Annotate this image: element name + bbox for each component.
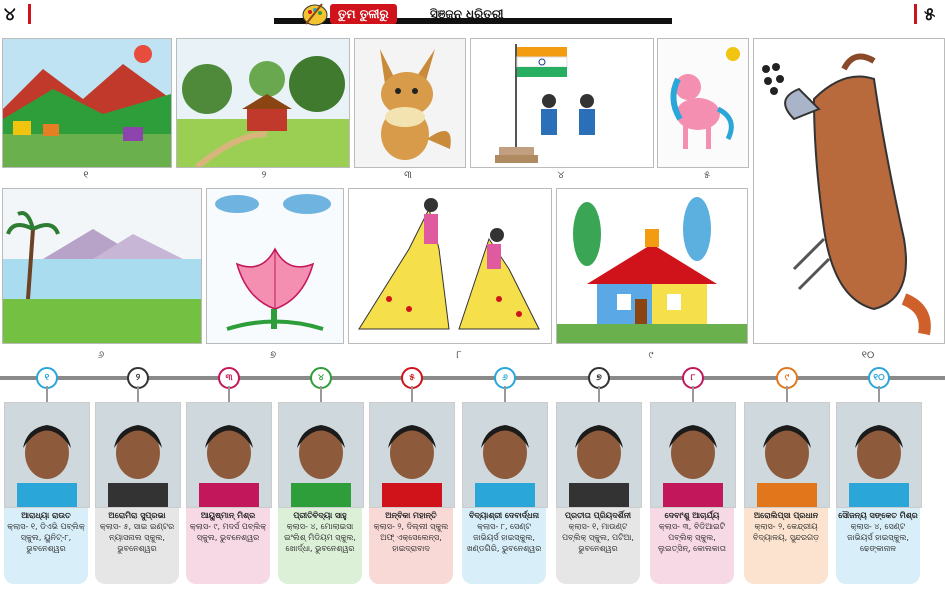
timeline-stem	[598, 386, 600, 402]
timeline-stem	[411, 386, 413, 402]
artwork-number: ୧	[83, 170, 89, 181]
page-number-right: ୫	[924, 4, 936, 25]
header-red-tick-left	[28, 4, 31, 24]
timeline-stem	[228, 386, 230, 402]
artwork-number: ୮	[456, 350, 462, 361]
artist-info	[556, 508, 640, 584]
artwork-2	[176, 38, 350, 168]
artist-name: ଆରାଧ୍ୟା ରାଉତ	[21, 511, 71, 520]
artist-card	[278, 402, 362, 582]
timeline-number-badge: ୬	[494, 367, 516, 389]
artwork-4	[470, 38, 654, 168]
artwork-10	[753, 38, 945, 344]
artist-name: ଅରୋମିରା ସୁପ୍ରଭା	[108, 511, 166, 520]
artist-details: କ୍ଲାସ- ୯, ମଦର୍ସ ପବ୍ଲିକ୍ ସ୍କୁଲ, ଭୁବନେଶ୍ୱର	[189, 522, 267, 542]
timeline-stem	[137, 386, 139, 402]
artwork-1	[2, 38, 172, 168]
artwork-number: ୫	[703, 170, 711, 181]
artist-card	[369, 402, 453, 582]
artist-card	[186, 402, 270, 582]
artist-info	[836, 508, 920, 584]
artist-info	[186, 508, 270, 584]
artwork-7	[206, 188, 344, 344]
artist-name: ଦେବାଂଶୁ ଆଚାର୍ଯ୍ୟ	[664, 511, 720, 520]
artist-photo	[462, 402, 548, 508]
timeline-number-badge: ୯	[776, 367, 798, 389]
timeline-stem	[46, 386, 48, 402]
artist-details: କ୍ଲାସ- ୨, ଦିଲ୍ଲୀ ସ୍କୁଲ ଅଫ୍ ଏକ୍ସେଲେନ୍ସ, ହାଇଦ୍ରାବାଦ	[373, 522, 449, 553]
timeline-stem	[692, 386, 694, 402]
artist-photo	[556, 402, 642, 508]
artist-photo	[278, 402, 364, 508]
page-number-left: ୪	[4, 4, 16, 25]
artist-details: କ୍ଲାସ- ୩, ବିଡିଆଇଟି ପବ୍ଲିକ୍ ସ୍କୁଲ, ଲୁଇତ୍ସିନ୍, କୋଲକାତା	[658, 522, 726, 553]
timeline-stem	[320, 386, 322, 402]
artwork-number: ୪	[557, 170, 565, 181]
artist-card	[462, 402, 546, 582]
artist-card	[650, 402, 734, 582]
artist-card	[556, 402, 640, 582]
section-name: ସିଞ୍ଜୁନ ଧରିତ୍ରୀ	[430, 7, 504, 21]
timeline-number-badge: ୫	[401, 367, 423, 389]
artwork-3	[354, 38, 466, 168]
timeline-number-badge: ୭	[588, 367, 610, 389]
artist-photo	[650, 402, 736, 508]
artist-photo	[369, 402, 455, 508]
artist-info	[4, 508, 88, 584]
artwork-5	[657, 38, 749, 168]
artist-details: କ୍ଲାସ- ୮, ସେଣ୍ଟ ଜାଭିୟର୍ସ ହାଇସ୍କୁଲ, ଖଣ୍ଡଗିରି, ଭୁବନେଶ୍ୱର	[466, 522, 542, 553]
artwork-number: ୧୦	[861, 350, 875, 361]
timeline-number-badge: ୮	[682, 367, 704, 389]
artist-name: ଆୟୁଷ୍ମାନ୍ ମିଶ୍ର	[200, 511, 256, 520]
header-red-tick-right	[914, 4, 917, 24]
artwork-number: ୯	[648, 350, 654, 361]
artist-info	[650, 508, 734, 584]
artist-name: ପ୍ରୀତିବିଦ୍ୟା ସାହୁ	[293, 511, 347, 520]
artist-info	[278, 508, 362, 584]
column-title: ତୁମ ତୁଳୀରୁ	[330, 4, 397, 24]
artist-card	[4, 402, 88, 582]
artwork-9	[556, 188, 748, 344]
artist-name: ବିଦ୍ୟାଶ୍ରୀ ଦେବାର୍ଦ୍ଧନା	[468, 511, 540, 520]
artwork-number: ୬	[97, 350, 105, 361]
timeline-number-badge: ୨	[127, 367, 149, 389]
timeline-number-badge: ୧୦	[868, 367, 890, 389]
artist-details: କ୍ଲାସ- ୧, ମାଉଣ୍ଟ ପବ୍ଲିକ୍ ସ୍କୁଲ, ପଟିଆ, ଭୁବନେଶ୍ୱର	[562, 522, 634, 553]
artist-photo	[186, 402, 272, 508]
timeline-stem	[786, 386, 788, 402]
artwork-number: ୩	[404, 170, 412, 181]
artist-photo	[836, 402, 922, 508]
artist-info	[462, 508, 546, 584]
artist-info	[369, 508, 453, 584]
artist-name: ଅରୋଲିପ୍ସା ପ୍ରଧାନ	[753, 511, 819, 520]
artist-details: କ୍ଲାସ- ୪, ମୋଲାଇସା ଇଂଲିଶ୍ ମିଡିୟମ ସ୍କୁଲ, ଖୋର୍ଦ୍ଧା, ଭୁବନେଶ୍ୱର	[284, 522, 356, 553]
artist-photo	[4, 402, 90, 508]
artwork-number: ୭	[269, 350, 277, 361]
artist-info	[95, 508, 179, 584]
timeline-stem	[878, 386, 880, 402]
artwork-number: ୨	[261, 170, 267, 181]
timeline-stem	[504, 386, 506, 402]
timeline-number-badge: ୪	[310, 367, 332, 389]
artist-details: କ୍ଲାସ- ୨, କେନ୍ଦ୍ରୀୟ ବିଦ୍ୟାଳୟ, ସୁନ୍ଦରଗଡ଼	[752, 522, 820, 542]
artist-name: ପ୍ରତୀତା ପ୍ରିୟଦର୍ଶିନୀ	[564, 511, 631, 520]
artist-name: ଅନ୍ବିକା ମହାନ୍ତି	[385, 511, 437, 520]
artist-details: କ୍ଲାସ- ୧, ଡିଏଭି ପବ୍ଲିକ୍ ସ୍କୁଲ, ୟୁନିଟ୍-୮, ଭୁବନେଶ୍ୱର	[7, 522, 85, 553]
artwork-8	[348, 188, 552, 344]
artist-photo	[95, 402, 181, 508]
timeline-number-badge: ୩	[218, 367, 240, 389]
artist-photo	[744, 402, 830, 508]
artist-details: କ୍ଲାସ- ୫, ସାଇ ଇଣ୍ଟର ନ୍ୟାସନାଲ ସ୍କୁଲ, ଭୁବନେଶ୍ୱର	[99, 522, 175, 553]
artist-name: ସୌଜନ୍ୟ ସଙ୍କେତ ମିଶ୍ର	[838, 511, 918, 520]
artist-details: କ୍ଲାସ- ୪, ସେଣ୍ଟ ଜାଭିୟର୍ସ ହାଇସ୍କୁଲ, ଢେଙ୍କାନାଳ	[847, 522, 909, 553]
artwork-6	[2, 188, 202, 344]
page-header	[0, 0, 945, 30]
artist-card	[744, 402, 828, 582]
artist-card	[836, 402, 920, 582]
artist-card	[95, 402, 179, 582]
timeline-number-badge: ୧	[36, 367, 58, 389]
artist-info	[744, 508, 828, 584]
palette-icon	[302, 2, 328, 26]
